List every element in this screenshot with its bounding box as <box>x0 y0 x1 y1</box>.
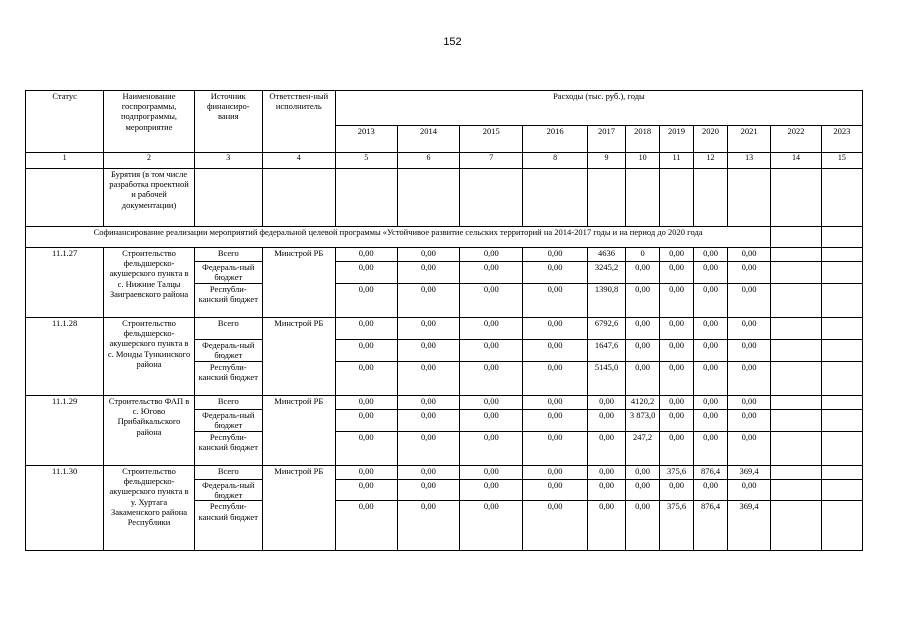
value-cell <box>821 362 862 396</box>
value-cell: 0,00 <box>694 396 728 410</box>
source-label: Всего <box>194 396 262 410</box>
value-cell <box>771 262 821 284</box>
value-cell: 0,00 <box>397 501 460 551</box>
header-executor: Ответствен-ный исполнитель <box>262 91 335 153</box>
source-label: Федераль-ный бюджет <box>194 340 262 362</box>
value-cell: 0,00 <box>460 248 523 262</box>
value-cell: 0,00 <box>523 501 588 551</box>
value-cell: 0,00 <box>694 262 728 284</box>
value-cell <box>821 284 862 318</box>
header-name: Наименование госпрограммы, подпрограммы, мероприятие <box>104 91 195 153</box>
value-cell: 1390,8 <box>588 284 626 318</box>
value-cell: 0,00 <box>397 248 460 262</box>
value-cell: 0,00 <box>626 501 660 551</box>
year-2016: 2016 <box>523 126 588 153</box>
value-cell: 0,00 <box>523 318 588 340</box>
value-cell: 0,00 <box>397 318 460 340</box>
value-cell: 0,00 <box>694 362 728 396</box>
value-cell <box>821 262 862 284</box>
column-number: 11 <box>660 153 694 169</box>
row-status: 11.1.28 <box>26 318 104 396</box>
source-label: Федераль-ный бюджет <box>194 410 262 432</box>
value-cell: 0,00 <box>727 262 770 284</box>
row-executor: Минстрой РБ <box>262 396 335 466</box>
value-cell <box>771 284 821 318</box>
value-cell <box>821 396 862 410</box>
row-name: Строительство ФАП в с. Югово Прибайкальского района <box>104 396 195 466</box>
source-label: Республи-канский бюджет <box>194 501 262 551</box>
value-cell: 375,6 <box>660 466 694 480</box>
column-number: 14 <box>771 153 821 169</box>
value-cell: 876,4 <box>694 501 728 551</box>
value-cell: 0,00 <box>335 466 397 480</box>
value-cell: 369,4 <box>727 501 770 551</box>
value-cell: 0,00 <box>460 480 523 501</box>
value-cell: 0,00 <box>626 362 660 396</box>
year-2023: 2023 <box>821 126 862 153</box>
value-cell <box>771 396 821 410</box>
source-label: Всего <box>194 248 262 262</box>
value-cell: 0,00 <box>660 410 694 432</box>
value-cell: 0,00 <box>523 396 588 410</box>
value-cell: 0,00 <box>460 501 523 551</box>
value-cell: 0,00 <box>660 262 694 284</box>
value-cell: 0,00 <box>460 318 523 340</box>
value-cell: 1647,6 <box>588 340 626 362</box>
value-cell: 0,00 <box>660 480 694 501</box>
value-cell: 0,00 <box>523 284 588 318</box>
value-cell: 0,00 <box>588 466 626 480</box>
section-title: Софинансирование реализации мероприятий федеральной целевой программы «Устойчивое развитие сельских территорий на 2014-2017 годы и на период до 2020 года <box>26 227 771 248</box>
header-status: Статус <box>26 91 104 153</box>
value-cell: 0,00 <box>335 262 397 284</box>
value-cell: 0,00 <box>727 410 770 432</box>
value-cell: 5145,0 <box>588 362 626 396</box>
row-executor: Минстрой РБ <box>262 318 335 396</box>
value-cell: 0,00 <box>694 432 728 466</box>
value-cell <box>821 466 862 480</box>
value-cell: 0,00 <box>660 432 694 466</box>
column-number: 9 <box>588 153 626 169</box>
year-2018: 2018 <box>626 126 660 153</box>
section-row <box>26 227 863 248</box>
value-cell: 0,00 <box>660 340 694 362</box>
year-2017: 2017 <box>588 126 626 153</box>
value-cell: 0,00 <box>523 480 588 501</box>
value-cell: 0,00 <box>588 480 626 501</box>
value-cell: 0,00 <box>335 340 397 362</box>
column-number: 1 <box>26 153 104 169</box>
source-label: Республи-канский бюджет <box>194 284 262 318</box>
value-cell: 0,00 <box>523 362 588 396</box>
year-2020: 2020 <box>694 126 728 153</box>
value-cell: 0,00 <box>335 248 397 262</box>
column-number: 5 <box>335 153 397 169</box>
value-cell: 0,00 <box>335 432 397 466</box>
value-cell <box>771 362 821 396</box>
column-number: 12 <box>694 153 728 169</box>
header-source: Источник финансиро-вания <box>194 91 262 153</box>
year-2015: 2015 <box>460 126 523 153</box>
header-row <box>26 91 863 126</box>
column-number: 15 <box>821 153 862 169</box>
source-label: Всего <box>194 466 262 480</box>
value-cell: 0,00 <box>626 340 660 362</box>
value-cell: 0,00 <box>588 396 626 410</box>
value-cell: 3245,2 <box>588 262 626 284</box>
value-cell: 0,00 <box>727 340 770 362</box>
value-cell: 0,00 <box>397 284 460 318</box>
value-cell: 0,00 <box>397 480 460 501</box>
value-cell: 0,00 <box>523 248 588 262</box>
value-cell: 0,00 <box>335 480 397 501</box>
value-cell: 0,00 <box>397 410 460 432</box>
value-cell <box>821 501 862 551</box>
row-executor: Минстрой РБ <box>262 466 335 551</box>
row-status: 11.1.30 <box>26 466 104 551</box>
continuation-row <box>26 169 863 227</box>
value-cell: 0,00 <box>460 466 523 480</box>
value-cell: 0,00 <box>523 410 588 432</box>
value-cell: 375,6 <box>660 501 694 551</box>
value-cell: 0,00 <box>335 318 397 340</box>
value-cell: 0,00 <box>727 318 770 340</box>
value-cell: 0,00 <box>727 396 770 410</box>
value-cell: 0,00 <box>727 432 770 466</box>
value-cell: 0,00 <box>660 284 694 318</box>
value-cell: 0,00 <box>335 362 397 396</box>
value-cell: 0,00 <box>397 466 460 480</box>
value-cell: 3 873,0 <box>626 410 660 432</box>
value-cell <box>821 480 862 501</box>
value-cell: 0,00 <box>397 362 460 396</box>
value-cell: 0,00 <box>727 248 770 262</box>
row-status: 11.1.29 <box>26 396 104 466</box>
row-name: Строительство фельдшерско-акушерского пункта в у. Хуртага Закаменского района Республики <box>104 466 195 551</box>
value-cell: 0,00 <box>397 432 460 466</box>
source-label: Республи-канский бюджет <box>194 362 262 396</box>
value-cell: 0,00 <box>397 396 460 410</box>
column-number: 7 <box>460 153 523 169</box>
value-cell: 0,00 <box>460 362 523 396</box>
value-cell <box>821 248 862 262</box>
value-cell: 0,00 <box>694 318 728 340</box>
value-cell: 0,00 <box>660 396 694 410</box>
value-cell <box>771 480 821 501</box>
column-numbers-row <box>26 153 863 169</box>
value-cell: 0,00 <box>523 432 588 466</box>
source-label: Федераль-ный бюджет <box>194 480 262 501</box>
value-cell: 0,00 <box>727 284 770 318</box>
value-cell <box>821 410 862 432</box>
value-cell: 0,00 <box>660 318 694 340</box>
value-cell: 0,00 <box>588 432 626 466</box>
value-cell: 0,00 <box>694 248 728 262</box>
value-cell: 0,00 <box>727 480 770 501</box>
value-cell: 0,00 <box>660 248 694 262</box>
header-expenses: Расходы (тыс. руб.), годы <box>335 91 862 126</box>
row-name: Строительство фельдшерско-акушерского пункта в с. Нижние Талцы Заиграевского района <box>104 248 195 318</box>
value-cell <box>771 318 821 340</box>
column-number: 2 <box>104 153 195 169</box>
column-number: 10 <box>626 153 660 169</box>
value-cell: 0,00 <box>460 410 523 432</box>
source-label: Республи-канский бюджет <box>194 432 262 466</box>
value-cell: 0,00 <box>626 284 660 318</box>
value-cell: 0,00 <box>694 480 728 501</box>
row-status: 11.1.27 <box>26 248 104 318</box>
value-cell <box>771 466 821 480</box>
column-number: 6 <box>397 153 460 169</box>
value-cell: 4120,2 <box>626 396 660 410</box>
value-cell: 876,4 <box>694 466 728 480</box>
value-cell <box>771 432 821 466</box>
value-cell: 247,2 <box>626 432 660 466</box>
year-2021: 2021 <box>727 126 770 153</box>
table-row <box>26 318 863 340</box>
value-cell: 0,00 <box>335 396 397 410</box>
source-label: Федераль-ный бюджет <box>194 262 262 284</box>
value-cell: 369,4 <box>727 466 770 480</box>
value-cell: 0,00 <box>460 284 523 318</box>
column-number: 8 <box>523 153 588 169</box>
value-cell: 0,00 <box>523 262 588 284</box>
value-cell: 0,00 <box>727 362 770 396</box>
table-row <box>26 466 863 480</box>
value-cell: 4636 <box>588 248 626 262</box>
value-cell: 0,00 <box>626 480 660 501</box>
value-cell <box>771 340 821 362</box>
expenses-table <box>25 90 863 551</box>
row-name: Строительство фельдшерско-акушерского пункта в с. Монды Тункинского района <box>104 318 195 396</box>
value-cell: 0,00 <box>460 262 523 284</box>
year-2019: 2019 <box>660 126 694 153</box>
value-cell: 6792,6 <box>588 318 626 340</box>
value-cell <box>821 318 862 340</box>
value-cell <box>771 410 821 432</box>
column-number: 4 <box>262 153 335 169</box>
value-cell: 0,00 <box>626 318 660 340</box>
value-cell: 0,00 <box>523 466 588 480</box>
year-2014: 2014 <box>397 126 460 153</box>
value-cell: 0,00 <box>460 396 523 410</box>
value-cell <box>771 501 821 551</box>
table-row <box>26 248 863 262</box>
value-cell: 0,00 <box>588 410 626 432</box>
row-executor: Минстрой РБ <box>262 248 335 318</box>
value-cell: 0,00 <box>397 340 460 362</box>
column-number: 13 <box>727 153 770 169</box>
value-cell: 0,00 <box>335 410 397 432</box>
value-cell: 0,00 <box>523 340 588 362</box>
table-body <box>26 91 863 551</box>
value-cell: 0,00 <box>460 340 523 362</box>
year-2022: 2022 <box>771 126 821 153</box>
value-cell: 0,00 <box>626 262 660 284</box>
continuation-name: Бурятия (в том числе разработка проектной и рабочей документации) <box>104 169 195 227</box>
column-number: 3 <box>194 153 262 169</box>
value-cell: 0,00 <box>588 501 626 551</box>
table-row <box>26 396 863 410</box>
value-cell: 0,00 <box>660 362 694 396</box>
value-cell: 0,00 <box>694 284 728 318</box>
value-cell <box>821 432 862 466</box>
value-cell: 0,00 <box>335 284 397 318</box>
source-label: Всего <box>194 318 262 340</box>
year-2013: 2013 <box>335 126 397 153</box>
value-cell <box>771 248 821 262</box>
value-cell: 0,00 <box>694 410 728 432</box>
value-cell: 0,00 <box>460 432 523 466</box>
value-cell: 0,00 <box>626 466 660 480</box>
value-cell: 0,00 <box>694 340 728 362</box>
value-cell: 0,00 <box>335 501 397 551</box>
page-number: 152 <box>443 36 462 48</box>
value-cell: 0 <box>626 248 660 262</box>
value-cell: 0,00 <box>397 262 460 284</box>
value-cell <box>821 340 862 362</box>
